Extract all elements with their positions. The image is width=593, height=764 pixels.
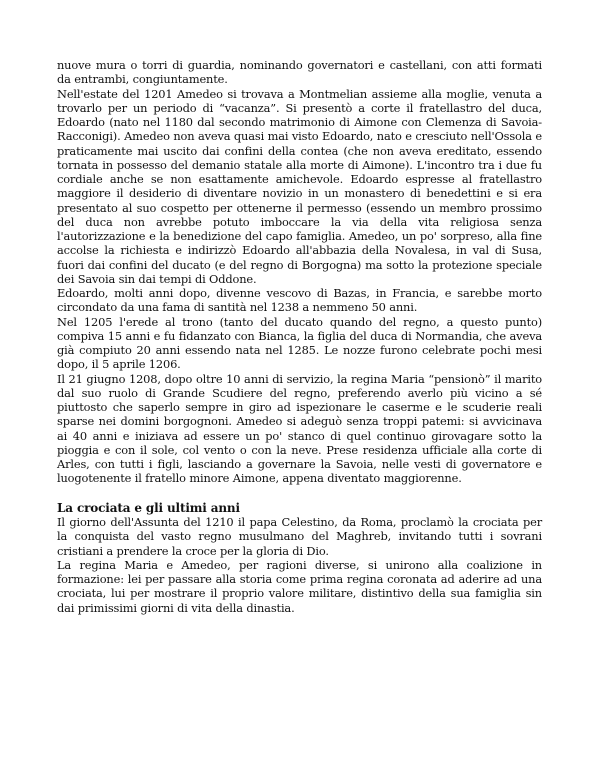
paragraph: nuove mura o torri di guardia, nominando governatori e castellani, con atti formati da entrambi, congiuntamente. <box>57 58 542 87</box>
paragraph: Nel 1205 l'erede al trono (tanto del ducato quando del regno, a questo punto) compiva 15 anni e fu fidanzato con Bianca, la figlia del duca di Normandia, che aveva già compiuto 20 anni essendo nata nel 1285. Le nozze furono celebrate pochi mesi dopo, il 5 aprile 1206. <box>57 314 542 372</box>
paragraph: Nell'estate del 1201 Amedeo si trovava a Montmelian assieme alla moglie, venuta a trovarlo per un periodo di “vacanza”. Si presentò a corte il fratellastro del duca, Edoardo (nato nel 1180 dal secondo matrimonio di Aimone con Clemenza di Savoia-Racconigi). Amedeo non aveva quasi mai visto Edoardo, nato e cresciuto nell'Ossola e praticamente mai uscito dai confini della contea (che non aveva ereditato, essendo tornata in possesso del demanio statale alla morte di Aimone). L'incontro tra i due fu cordiale anche se non esattamente amichevole. Edoardo espresse al fratellastro maggiore il desiderio di diventare novizio in un monastero di benedettini e si era presentato al suo cospetto per ottenerne il permesso (essendo un membro prossimo del duca non avrebbe potuto imboccare la via della vita religiosa senza l'autorizzazione e la benedizione del capo famiglia. Amedeo, un po' sorpreso, alla fine accolse la richiesta e indirizzò Edoardo all'abbazia della Novalesa, in val di Susa, fuori dai confini del ducato (e del regno di Borgogna) ma sotto la protezione speciale dei Savoia sin dai tempi di Oddone. <box>57 86 542 286</box>
paragraph: Edoardo, molti anni dopo, divenne vescovo di Bazas, in Francia, e sarebbe morto circondato da una fama di santità nel 1238 a nemmeno 50 anni. <box>57 286 542 315</box>
paragraph: La regina Maria e Amedeo, per ragioni diverse, si unirono alla coalizione in formazione: lei per passare alla storia come prima regina coronata ad aderire ad una crociata, lui per mostrare il proprio valore militare, distintivo della sua famiglia sin dai primissimi giorni di vita della dinastia. <box>57 557 542 615</box>
paragraph: Il giorno dell'Assunta del 1210 il papa Celestino, da Roma, proclamò la crociata per la conquista del vasto regno musulmano del Maghreb, invitando tutti i sovrani cristiani a prendere la croce per la gloria di Dio. <box>57 515 542 558</box>
paragraph: Il 21 giugno 1208, dopo oltre 10 anni di servizio, la regina Maria “pensionò” il marito dal suo ruolo di Grande Scudiere del regno, preferendo averlo più vicino a sé piuttosto che saperlo sempre in giro ad ispezionare le caserme e le scuderie reali sparse nei domini borgognoni. Amedeo si adeguò senza troppi patemi: si avvicinava ai 40 anni e iniziava ad essere un po' stanco di quel continuo girovagare sotto la pioggia e con il sole, col vento o con la neve. Prese residenza ufficiale alla corte di Arles, con tutti i figli, lasciando a governare la Savoia, nelle vesti di governatore e luogotenente il fratello minore Aimone, appena diventato maggiorenne. <box>57 371 542 486</box>
body-text <box>57 58 542 615</box>
section-heading: La crociata e gli ultimi anni <box>57 500 240 515</box>
